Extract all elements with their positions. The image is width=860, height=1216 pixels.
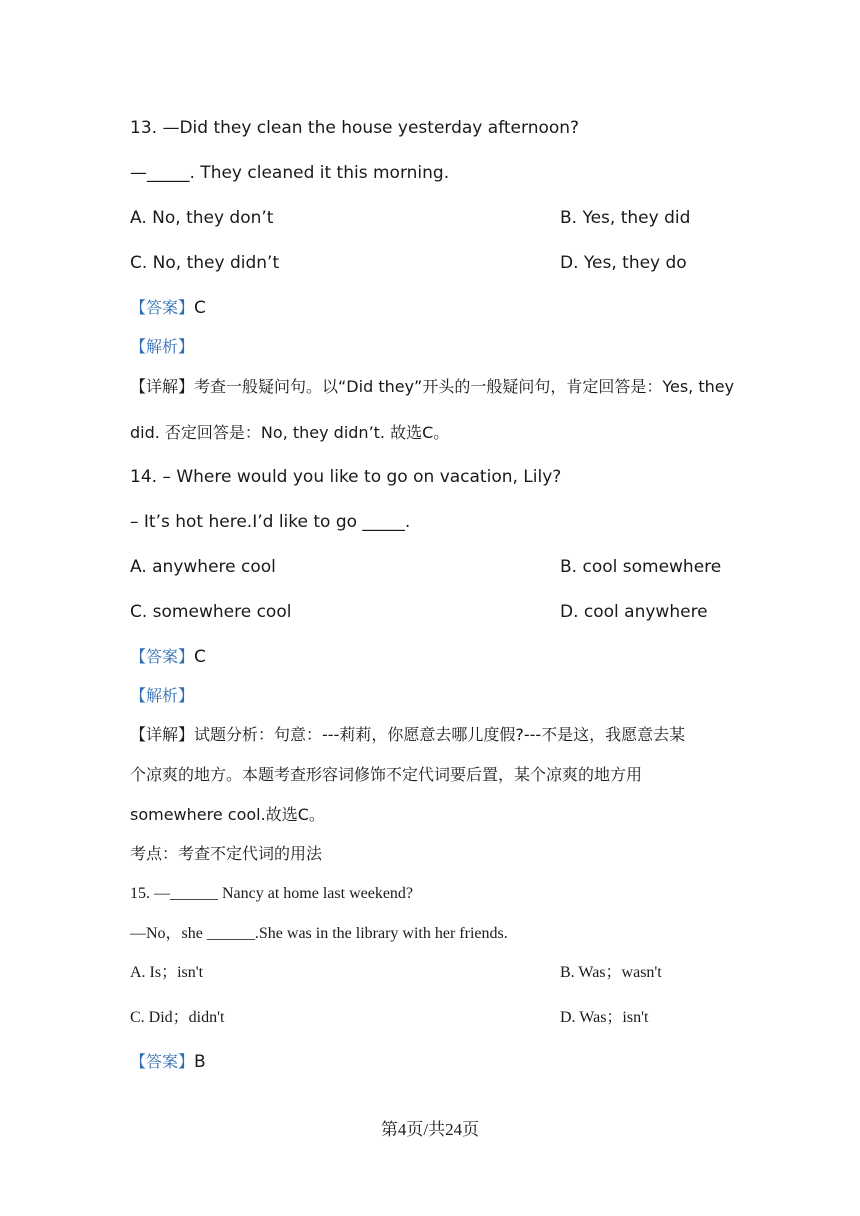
answer-tag: 【答案】 [130,647,195,666]
detail-tag: 【详解】 [130,377,195,396]
answer-value: C [194,647,206,667]
q14-detail-line2: 个凉爽的地方。本题考查形容词修饰不定代词要后置，某个凉爽的地方用 [130,765,643,784]
q14-analysis [130,684,194,708]
q13-option-a: A. No, they don’t [130,208,274,228]
q15-answer [130,1050,206,1074]
q14-options-row2 [130,600,708,624]
q14-option-a: A. anywhere cool [130,557,276,577]
q14-kaodian: 考点：考查不定代词的用法 [130,844,323,863]
q15-option-b: B. Was；wasn't [560,964,662,981]
q13-options-row2 [130,251,687,275]
detail-tag: 【详解】 [130,725,195,744]
q15-options-row2 [130,1006,649,1030]
q15-option-a: A. Is；isn't [130,964,204,981]
page-footer: 第4页/共24页 [380,1120,480,1139]
q14-option-b: B. cool somewhere [560,557,722,577]
q13-option-b: B. Yes, they did [560,208,691,228]
q15-option-d: D. Was；isn't [560,1009,649,1026]
q14-options-row1 [130,555,722,579]
q13-analysis [130,335,194,359]
q13-options-row1 [130,206,691,230]
q13-option-d: D. Yes, they do [560,253,687,273]
analysis-tag: 【解析】 [130,337,195,356]
q13-answer [130,296,206,320]
q15-options-row1 [130,961,662,985]
answer-value: B [194,1052,206,1072]
q13-detail-line2: did. 否定回答是：No, they didn’t. 故选C。 [130,423,450,442]
answer-tag: 【答案】 [130,1052,195,1071]
q13-question: 13. —Did they clean the house yesterday afternoon? [130,118,580,138]
q14-option-d: D. cool anywhere [560,602,708,622]
analysis-tag: 【解析】 [130,686,195,705]
q14-reply: – It’s hot here.I’d like to go _____. [130,512,411,532]
q13-detail-line1 [130,375,734,399]
q14-question: 14. – Where would you like to go on vacation, Lily? [130,467,562,487]
detail-text: 试题分析：句意：---莉莉，你愿意去哪儿度假?---不是这，我愿意去某 [194,725,686,744]
q13-reply: —_____. They cleaned it this morning. [130,163,450,183]
detail-text: 考查一般疑问句。以“Did they”开头的一般疑问句，肯定回答是：Yes, they [194,377,735,396]
q14-option-c: C. somewhere cool [130,602,292,622]
q15-reply: —No，she ______.She was in the library with her friends. [130,925,508,942]
q14-answer [130,645,206,669]
q14-detail-line3: somewhere cool.故选C。 [130,805,325,824]
q14-detail-line1 [130,723,685,747]
q15-option-c: C. Did；didn't [130,1009,225,1026]
q15-question: 15. —______ Nancy at home last weekend? [130,885,414,902]
q13-option-c: C. No, they didn’t [130,253,280,273]
answer-value: C [194,298,206,318]
answer-tag: 【答案】 [130,298,195,317]
